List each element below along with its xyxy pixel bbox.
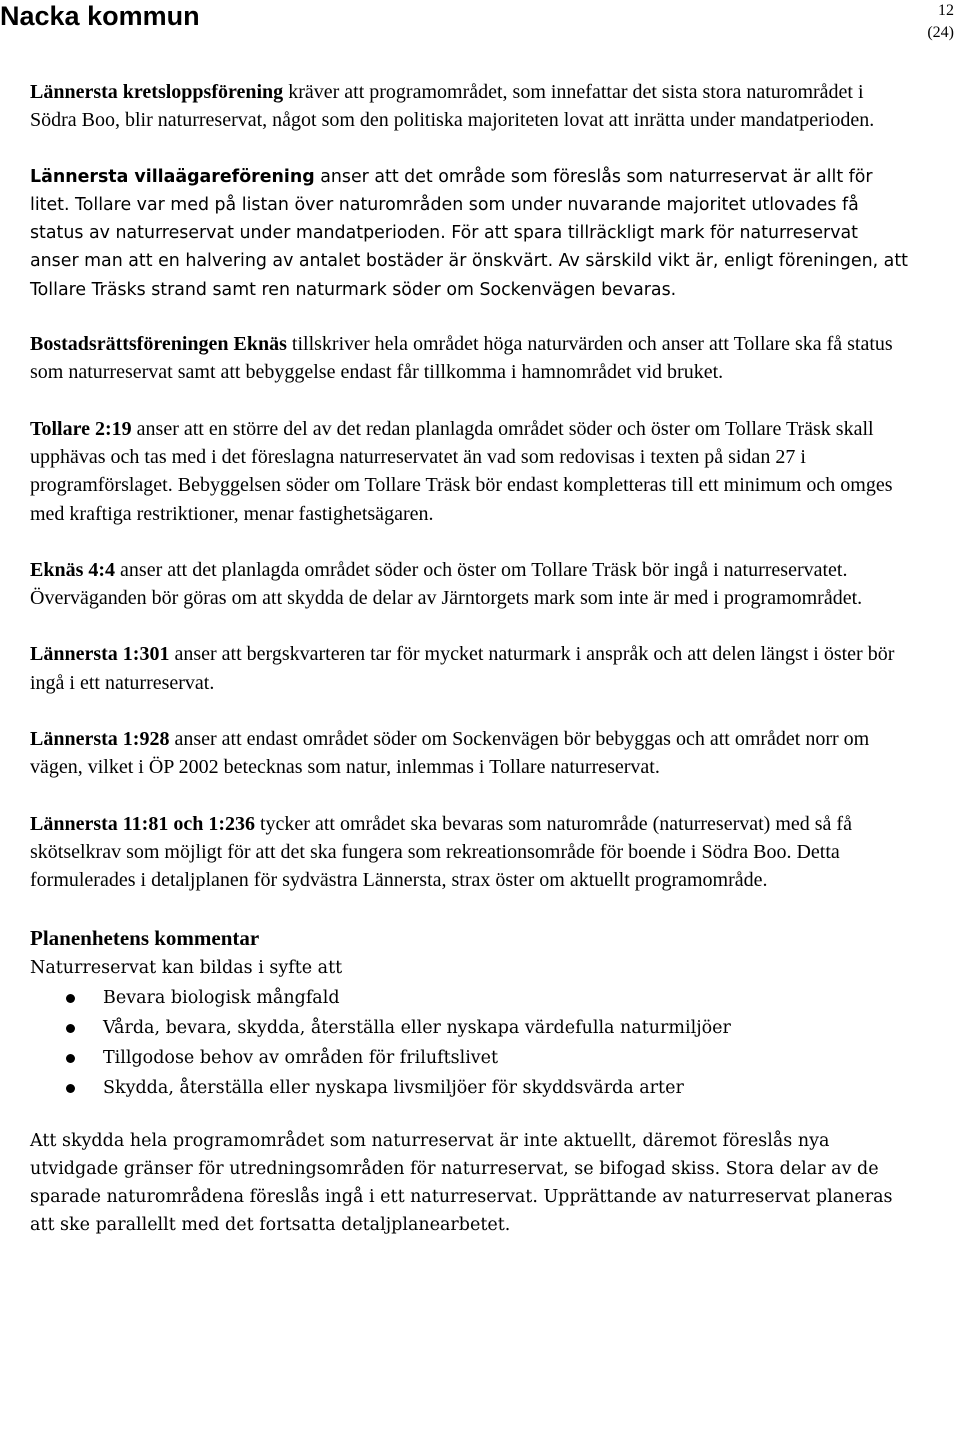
comment-bullet-list: [30, 983, 910, 1103]
paragraph-tollare-2-19: [30, 415, 910, 528]
paragraph-text: tycker att området ska bevaras som naturområde (naturreservat) med så få skötselkrav som möjligt för att det ska fungera som rekreationsområde för boende i Södra Boo. Detta formulerades i detaljplanen för sydvästra Lännersta, strax öster om aktuellt programområde.: [30, 812, 852, 892]
paragraph-subject: Lännersta 11:81 och 1:236: [30, 812, 255, 835]
paragraph-text: tillskriver hela området höga naturvärden och anser att Tollare ska få status som naturreservat samt att bebyggelse endast får tillkomma i hamnområdet vid bruket.: [30, 333, 893, 384]
comment-closing: Att skydda hela programområdet som naturreservat är inte aktuellt, däremot föreslås nya utvidgade gränser för utredningsområden för naturreservat, se bifogad skiss. Stora delar av de sparade naturområdena föreslås ingå i ett naturreservat. Upprättande av naturreservat planeras att ske parallellt med det fortsatta detaljplanearbetet.: [30, 1130, 893, 1236]
document-header-org: Nacka kommun: [0, 1, 200, 31]
list-item: [30, 1013, 910, 1043]
paragraph-subject: Eknäs 4:4: [30, 558, 116, 581]
comment-intro: Naturreservat kan bildas i syfte att: [30, 957, 343, 978]
paragraph-subject: Tollare 2:19: [30, 417, 132, 440]
list-item: [30, 1043, 910, 1073]
paragraph-subject: Lännersta villaägareförening: [30, 166, 315, 187]
paragraph-subject: Lännersta 1:301: [30, 643, 170, 666]
list-item-text: Skydda, återställa eller nyskapa livsmiljöer för skyddsvärda arter: [103, 1077, 684, 1098]
list-item-text: Bevara biologisk mångfald: [103, 987, 340, 1008]
page-current: 12: [938, 2, 954, 19]
list-item: [30, 983, 910, 1013]
bullet-icon: [66, 1084, 75, 1093]
paragraph-lannersta-11-81: [30, 810, 910, 895]
paragraph-eknas-4-4: [30, 556, 910, 613]
document-body: [30, 78, 910, 1239]
list-item-text: Tillgodose behov av områden för friluftslivet: [103, 1047, 499, 1068]
paragraph-lannersta-villaagareforening: [30, 163, 910, 304]
page-number: [927, 0, 954, 44]
paragraph-lannersta-kretsloppsforening: [30, 78, 910, 135]
page-total: (24): [927, 24, 954, 41]
paragraph-subject: Bostadsrättsföreningen Eknäs: [30, 333, 287, 356]
bullet-icon: [66, 1024, 75, 1033]
paragraph-text: anser att det planlagda området söder och öster om Tollare Träsk bör ingå i naturreservatet. Överväganden bör göras om att skydda de delar av Järntorgets mark som inte är med i programområdet.: [30, 558, 863, 610]
paragraph-text: anser att endast området söder om Sockenvägen bör bebyggas och att området norr om vägen, vilket i ÖP 2002 betecknas som natur, inlemmas i Tollare naturreservat.: [30, 728, 870, 779]
bullet-icon: [66, 994, 75, 1003]
paragraph-lannersta-1-301: [30, 640, 910, 697]
paragraph-text: kräver att programområdet, som innefattar det sista stora naturområdet i Södra Boo, blir naturreservat, något som den politiska majoriteten lovat att inrätta under mandatperioden.: [30, 81, 875, 132]
paragraph-brf-eknas: [30, 330, 910, 387]
comment-heading: Planenhetens kommentar: [30, 925, 260, 950]
paragraph-text: anser att en större del av det redan planlagda området söder och öster om Tollare Träsk skall upphävas och tas med i det föreslagna naturreservatet än vad som redovisas i texten på sidan 27 i programförslaget. Bebyggelsen söder om Tollare Träsk bör endast kompletteras till ett minimum och omges med kraftiga restriktioner, menar fastighetsägaren.: [30, 417, 893, 525]
paragraph-text: anser att bergskvarteren tar för mycket naturmark i anspråk och att delen längst i öster bör ingå i ett naturreservat.: [30, 643, 895, 694]
list-item: [30, 1073, 910, 1103]
paragraph-text: anser att det område som föreslås som naturreservat är allt för litet. Tollare var med på listan över naturområden som under nuvarande majoritet utlovades få status av naturreservat under mandatperioden. För att spara tillräckligt mark för naturreservat anser man att en halvering av antalet bostäder är önskvärt. Av särskild vikt är, enligt föreningen, att Tollare Träsks strand samt ren naturmark söder om Sockenvägen bevaras.: [30, 166, 908, 300]
bullet-icon: [66, 1054, 75, 1063]
paragraph-subject: Lännersta 1:928: [30, 728, 170, 751]
paragraph-subject: Lännersta kretsloppsförening: [30, 81, 284, 103]
list-item-text: Vårda, bevara, skydda, återställa eller nyskapa värdefulla naturmiljöer: [103, 1017, 731, 1038]
paragraph-lannersta-1-928: [30, 725, 910, 782]
